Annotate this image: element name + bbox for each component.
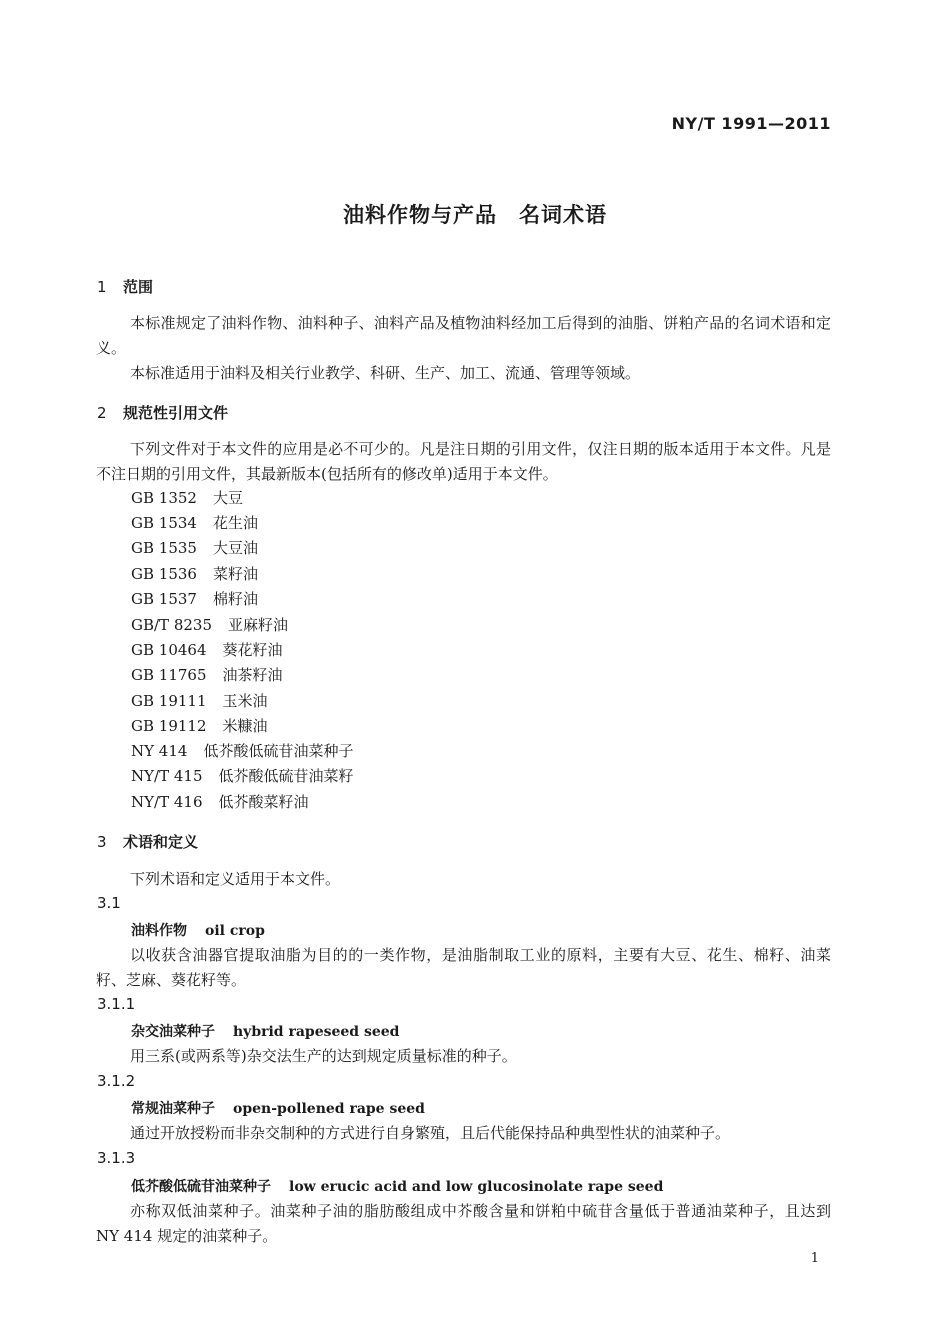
- reference-code: GB 1352: [131, 489, 197, 507]
- section-number: 3: [97, 833, 107, 851]
- reference-item: [131, 512, 258, 533]
- reference-item: [131, 639, 283, 660]
- reference-code: GB 19112: [131, 717, 207, 735]
- reference-item: [131, 690, 268, 711]
- reference-code: GB 1534: [131, 514, 197, 532]
- section-title: 规范性引用文件: [123, 404, 229, 422]
- term-zh: 低芥酸低硫苷油菜种子: [131, 1179, 271, 1195]
- term-en: open-pollened rape seed: [233, 1101, 425, 1117]
- reference-name: 葵花籽油: [222, 641, 283, 659]
- reference-item: [131, 715, 268, 736]
- reference-item: [131, 588, 258, 609]
- term-heading: [131, 1021, 399, 1041]
- reference-item: [131, 537, 258, 558]
- term-en: low erucic acid and low glucosinolate rape seed: [289, 1179, 664, 1195]
- reference-name: 棉籽油: [212, 590, 258, 608]
- page-number: 1: [810, 1251, 819, 1266]
- reference-name: 亚麻籽油: [228, 616, 289, 634]
- scope-paragraph-2: 本标准适用于油料及相关行业教学、科研、生产、加工、流通、管理等领域。: [130, 364, 641, 382]
- reference-code: GB 1537: [131, 590, 197, 608]
- reference-code: NY 414: [131, 742, 188, 760]
- section-1-heading: [97, 276, 153, 297]
- section-number: 2: [97, 404, 107, 422]
- terms-intro: 下列术语和定义适用于本文件。: [130, 870, 341, 888]
- reference-item: [131, 563, 258, 584]
- reference-name: 玉米油: [222, 692, 268, 710]
- term-en: hybrid rapeseed seed: [233, 1024, 400, 1040]
- section-3-heading: [97, 831, 198, 852]
- clause-number: 3.1: [97, 894, 121, 912]
- reference-item: [131, 765, 354, 786]
- reference-code: GB 1536: [131, 565, 197, 583]
- term-definition: 通过开放授粉而非杂交制种的方式进行自身繁殖，且后代能保持品种典型性状的油菜种子。: [130, 1124, 731, 1142]
- reference-item: [131, 791, 309, 812]
- reference-item: [131, 487, 243, 508]
- section-number: 1: [97, 278, 107, 296]
- section-title: 术语和定义: [123, 833, 199, 851]
- standard-code: NY/T 1991—2011: [671, 114, 831, 133]
- reference-code: NY/T 415: [131, 767, 203, 785]
- reference-item: [131, 740, 353, 761]
- reference-name: 油茶籽油: [222, 666, 283, 684]
- references-intro: 下列文件对于本文件的应用是必不可少的。凡是注日期的引用文件，仅注日期的版本适用于本文件。凡是不注日期的引用文件，其最新版本(包括所有的修改单)适用于本文件。: [96, 440, 831, 483]
- reference-name: 低芥酸低硫苷油菜籽: [218, 767, 354, 785]
- reference-code: GB 11765: [131, 666, 207, 684]
- reference-name: 低芥酸菜籽油: [218, 793, 309, 811]
- section-title: 范围: [123, 278, 154, 296]
- clause-number: 3.1.1: [97, 995, 136, 1013]
- term-heading: [131, 920, 265, 940]
- reference-name: 菜籽油: [212, 565, 258, 583]
- document-title: 油料作物与产品 名词术语: [343, 203, 607, 227]
- reference-code: NY/T 416: [131, 793, 203, 811]
- reference-item: [131, 614, 288, 635]
- clause-number: 3.1.3: [97, 1149, 136, 1167]
- reference-code: GB/T 8235: [131, 616, 213, 634]
- term-definition: 亦称双低油菜种子。油菜种子油的脂肪酸组成中芥酸含量和饼粕中硫苷含量低于普通油菜种子，且达到 NY 414 规定的油菜种子。: [96, 1202, 831, 1245]
- reference-item: [131, 664, 283, 685]
- term-definition: 用三系(或两系等)杂交法生产的达到规定质量标准的种子。: [130, 1047, 517, 1065]
- reference-code: GB 1535: [131, 539, 197, 557]
- term-heading: [131, 1176, 663, 1196]
- term-zh: 杂交油菜种子: [131, 1024, 215, 1040]
- section-2-heading: [97, 402, 228, 423]
- reference-code: GB 19111: [131, 692, 207, 710]
- reference-name: 大豆: [212, 489, 243, 507]
- scope-paragraph-1: 本标准规定了油料作物、油料种子、油料产品及植物油料经加工后得到的油脂、饼粕产品的名词术语和定义。: [96, 314, 831, 357]
- reference-code: GB 10464: [131, 641, 207, 659]
- reference-name: 低芥酸低硫苷油菜种子: [203, 742, 354, 760]
- clause-number: 3.1.2: [97, 1072, 136, 1090]
- reference-name: 米糠油: [222, 717, 268, 735]
- term-zh: 常规油菜种子: [131, 1101, 215, 1117]
- term-definition: 以收获含油器官提取油脂为目的的一类作物，是油脂制取工业的原料，主要有大豆、花生、棉籽、油菜籽、芝麻、葵花籽等。: [96, 946, 831, 989]
- reference-name: 花生油: [212, 514, 258, 532]
- reference-name: 大豆油: [212, 539, 258, 557]
- term-heading: [131, 1098, 425, 1118]
- term-zh: 油料作物: [131, 923, 187, 939]
- term-en: oil crop: [205, 923, 265, 939]
